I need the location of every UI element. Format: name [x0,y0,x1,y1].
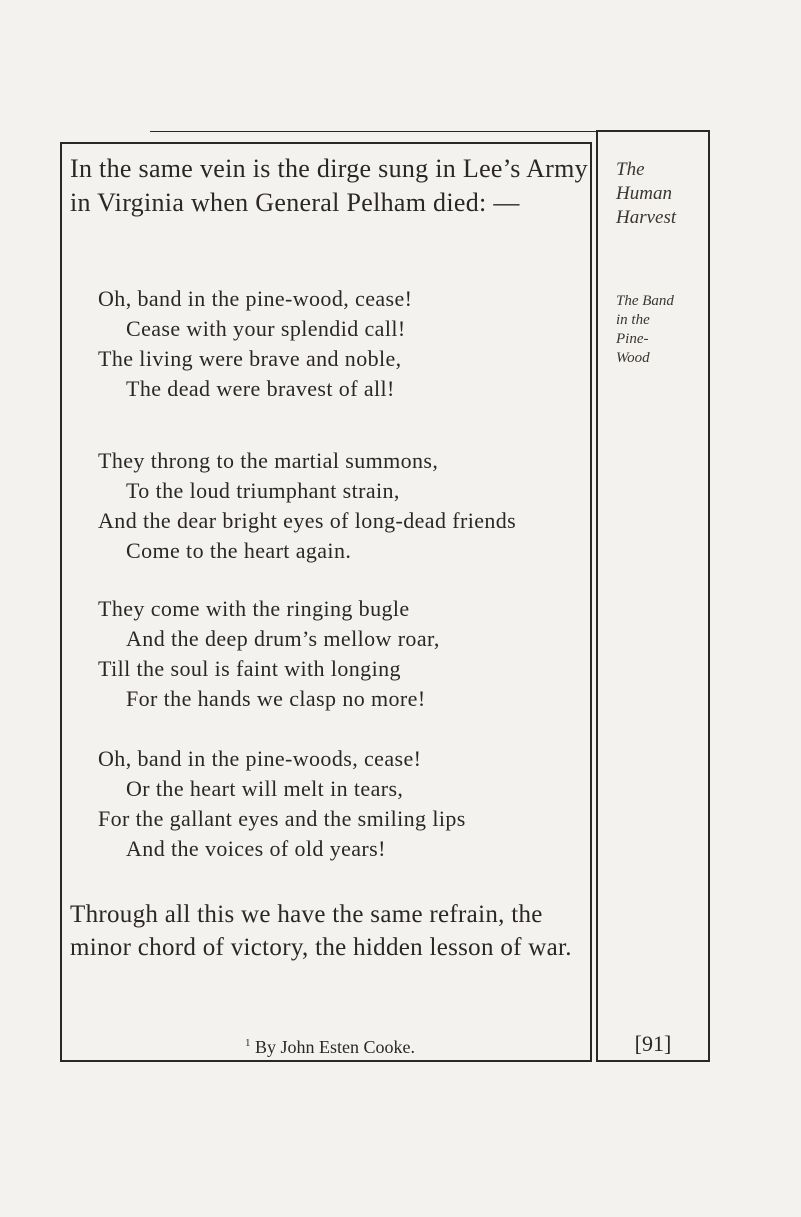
margin-note-line: Pine- [616,331,649,347]
poem-line: Oh, band in the pine-woods, cease! [98,746,422,771]
footnote [70,1032,590,1058]
poem-line: For the gallant eyes and the smiling lips [98,806,466,831]
poem-stanza [98,446,598,566]
closing-paragraph: Through all this we have the same refrain, the minor chord of victory, the hidden lesson of war. [70,901,572,961]
poem-line: The living were brave and noble, [98,346,402,371]
poem-line: The dead were bravest of all! [126,376,395,401]
footnote-text: By John Esten Cooke. [255,1037,415,1057]
footnote-marker: 1 [245,1037,251,1049]
margin-note-line: Wood [616,350,650,366]
poem-line: Come to the heart again. [126,538,352,563]
poem-line: Oh, band in the pine-wood, cease! [98,286,413,311]
page-number: [91] [634,1031,672,1056]
running-title-line: Human [616,183,672,204]
margin-note-line: in the [616,312,650,328]
margin-note-line: The Band [616,293,674,309]
poem-line: For the hands we clasp no more! [126,686,426,711]
running-title [616,158,708,230]
poem-line: And the deep drum’s mellow roar, [126,626,440,651]
running-title-line: Harvest [616,207,677,228]
margin-note-frame [596,130,710,1062]
poem-line: Cease with your splendid call! [126,316,406,341]
intro-paragraph: In the same vein is the dirge sung in Lee’s Army in Virginia when General Pelham died: — [70,154,588,217]
poem-line: They come with the ringing bugle [98,596,410,621]
poem-line: Till the soul is faint with longing [98,656,401,681]
poem-line: And the voices of old years! [126,836,386,861]
poem-line: Or the heart will melt in tears, [126,776,404,801]
frame-top-rule [150,131,596,132]
margin-section-note [616,292,708,368]
poem-stanza [98,284,598,404]
poem-stanza [98,594,598,714]
running-title-line: The [616,159,645,180]
poem-line: To the loud triumphant strain, [126,478,400,503]
poem-line: They throng to the martial summons, [98,448,439,473]
poem-stanza [98,744,598,864]
poem-line: And the dear bright eyes of long-dead friends [98,508,517,533]
